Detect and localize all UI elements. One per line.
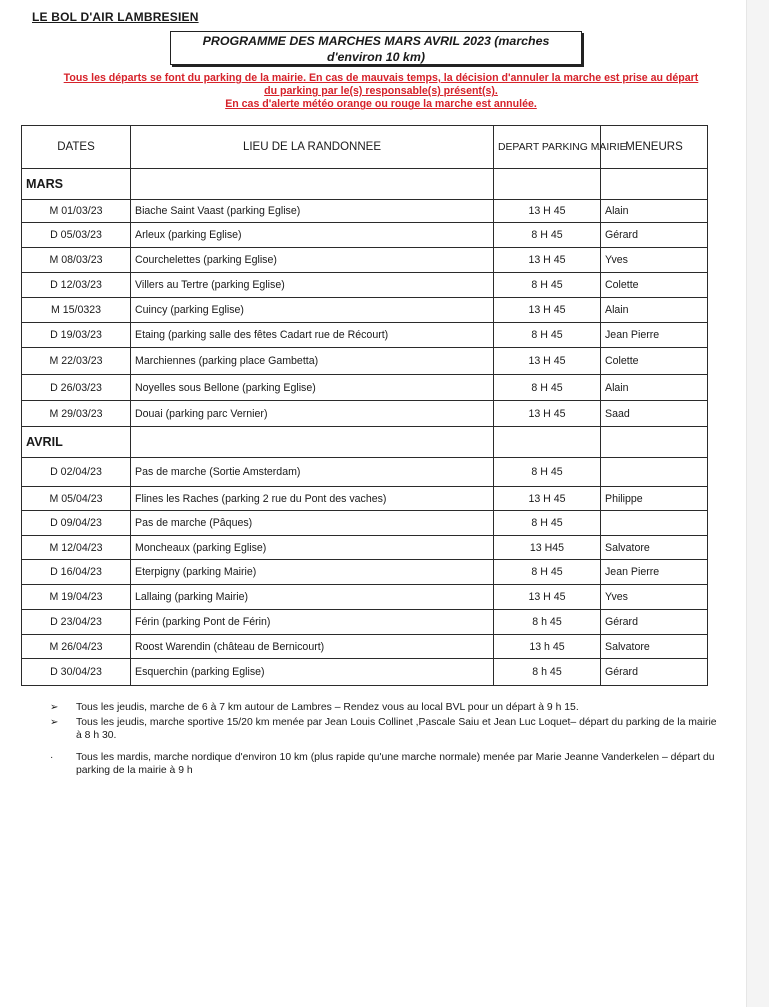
note-item [50, 751, 720, 778]
cell-leader: Jean Pierre [601, 560, 708, 585]
cell-leader: Jean Pierre [601, 323, 708, 348]
cell-departure: 13 H 45 [494, 348, 601, 375]
cell-departure: 8 h 45 [494, 610, 601, 635]
cell-departure: 13 H 45 [494, 298, 601, 323]
table-header-row [22, 126, 708, 169]
cell-departure: 8 H 45 [494, 223, 601, 248]
cell-leader: Saad [601, 401, 708, 427]
table-row [22, 223, 708, 248]
table-row [22, 585, 708, 610]
cell-place: Etaing (parking salle des fêtes Cadart rue de Récourt) [131, 323, 494, 348]
table-row [22, 458, 708, 487]
note-text: Tous les jeudis, marche sportive 15/20 km menée par Jean Louis Collinet ,Pascale Saiu et Jean Luc Loquet– départ du parking de la mairie à 8 h 30. [76, 716, 717, 742]
table-row [22, 298, 708, 323]
cell-date: D 30/04/23 [22, 659, 131, 686]
cell-leader: Alain [601, 298, 708, 323]
cell-leader: Salvatore [601, 536, 708, 560]
table-row [22, 610, 708, 635]
club-name: LE BOL D'AIR LAMBRESIEN [32, 10, 199, 24]
section-row [22, 169, 708, 200]
cell-place: Roost Warendin (château de Bernicourt) [131, 635, 494, 659]
cell-place: Biache Saint Vaast (parking Eglise) [131, 200, 494, 223]
note-item [50, 701, 720, 715]
cell-leader: Philippe [601, 487, 708, 511]
cell-leader: Salvatore [601, 635, 708, 659]
bullet-icon: · [50, 751, 54, 763]
cell-place: Eterpigny (parking Mairie) [131, 560, 494, 585]
notice-line2: du parking par le(s) responsable(s) présent(s). [264, 85, 498, 98]
program-title-box [170, 31, 582, 65]
cell-departure: 8 h 45 [494, 659, 601, 686]
cell-date: D 12/03/23 [22, 273, 131, 298]
table-row [22, 248, 708, 273]
table-row [22, 635, 708, 659]
cell-place: Flines les Raches (parking 2 rue du Pont des vaches) [131, 487, 494, 511]
table-row [22, 536, 708, 560]
cell-date: D 23/04/23 [22, 610, 131, 635]
notes-list [50, 701, 720, 779]
cell-date: D 02/04/23 [22, 458, 131, 487]
cell-leader: Colette [601, 348, 708, 375]
note-item [50, 716, 720, 743]
cell-date: D 16/04/23 [22, 560, 131, 585]
note-text: Tous les jeudis, marche de 6 à 7 km autour de Lambres – Rendez vous au local BVL pour un départ à 9 h 15. [76, 702, 579, 713]
cell-place: Cuincy (parking Eglise) [131, 298, 494, 323]
notice-line1: Tous les départs se font du parking de la mairie. En cas de mauvais temps, la décision d'annuler la marche est prise au départ [63, 72, 699, 84]
program-title-line1: PROGRAMME DES MARCHES MARS AVRIL 2023 (marches [202, 34, 550, 48]
cell-departure: 8 H 45 [494, 560, 601, 585]
departure-notice [20, 72, 742, 112]
cell-date: M 29/03/23 [22, 401, 131, 427]
cell-departure: 8 H 45 [494, 511, 601, 536]
table-row [22, 511, 708, 536]
cell-place: Arleux (parking Eglise) [131, 223, 494, 248]
cell-place: Férin (parking Pont de Férin) [131, 610, 494, 635]
empty-cell [494, 427, 601, 458]
table-row [22, 401, 708, 427]
table-row [22, 348, 708, 375]
cell-leader: Yves [601, 585, 708, 610]
table-row [22, 375, 708, 401]
cell-place: Lallaing (parking Mairie) [131, 585, 494, 610]
cell-date: D 26/03/23 [22, 375, 131, 401]
notice-line3: En cas d'alerte météo orange ou rouge la marche est annulée. [225, 98, 537, 111]
cell-place: Marchiennes (parking place Gambetta) [131, 348, 494, 375]
cell-place: Villers au Tertre (parking Eglise) [131, 273, 494, 298]
cell-departure: 13 H45 [494, 536, 601, 560]
cell-date: M 05/04/23 [22, 487, 131, 511]
empty-cell [601, 169, 708, 200]
schedule-body [22, 169, 708, 686]
cell-departure: 13 H 45 [494, 248, 601, 273]
cell-place: Douai (parking parc Vernier) [131, 401, 494, 427]
empty-cell [494, 169, 601, 200]
program-title-line2: d'environ 10 km) [327, 50, 425, 64]
cell-departure: 13 h 45 [494, 635, 601, 659]
cell-departure: 13 H 45 [494, 401, 601, 427]
cell-leader: Gérard [601, 659, 708, 686]
header-dates: DATES [22, 126, 131, 169]
table-row [22, 323, 708, 348]
cell-departure: 8 H 45 [494, 273, 601, 298]
cell-date: M 15/0323 [22, 298, 131, 323]
cell-date: M 26/04/23 [22, 635, 131, 659]
table-row [22, 659, 708, 686]
empty-cell [131, 427, 494, 458]
cell-date: D 09/04/23 [22, 511, 131, 536]
header-place: LIEU DE LA RANDONNEE [131, 126, 494, 169]
header-leaders: MENEURS [601, 126, 708, 169]
cell-leader: Gérard [601, 610, 708, 635]
cell-departure: 8 H 45 [494, 458, 601, 487]
cell-leader: Yves [601, 248, 708, 273]
table-row [22, 560, 708, 585]
cell-departure: 13 H 45 [494, 585, 601, 610]
cell-place: Moncheaux (parking Eglise) [131, 536, 494, 560]
cell-leader: Colette [601, 273, 708, 298]
page-edge [746, 0, 769, 1007]
table-row [22, 200, 708, 223]
cell-date: M 12/04/23 [22, 536, 131, 560]
schedule-table [21, 125, 708, 686]
cell-departure: 8 H 45 [494, 375, 601, 401]
cell-date: M 08/03/23 [22, 248, 131, 273]
table-row [22, 487, 708, 511]
note-text: Tous les mardis, marche nordique d'environ 10 km (plus rapide qu'une marche normale) menée par Marie Jeanne Vanderkelen – départ du parking de la mairie à 9 h [76, 751, 715, 777]
header-departure: DEPART PARKING MAIRIE [494, 126, 601, 169]
section-row [22, 427, 708, 458]
cell-departure: 13 H 45 [494, 200, 601, 223]
bullet-icon: ➢ [50, 716, 59, 728]
cell-place: Esquerchin (parking Eglise) [131, 659, 494, 686]
cell-place: Noyelles sous Bellone (parking Eglise) [131, 375, 494, 401]
cell-place: Courchelettes (parking Eglise) [131, 248, 494, 273]
cell-departure: 13 H 45 [494, 487, 601, 511]
cell-leader [601, 511, 708, 536]
cell-place: Pas de marche (Sortie Amsterdam) [131, 458, 494, 487]
cell-leader: Alain [601, 375, 708, 401]
bullet-icon: ➢ [50, 702, 59, 713]
cell-leader: Gérard [601, 223, 708, 248]
cell-departure: 8 H 45 [494, 323, 601, 348]
cell-place: Pas de marche (Pâques) [131, 511, 494, 536]
table-row [22, 273, 708, 298]
cell-date: M 19/04/23 [22, 585, 131, 610]
cell-date: M 22/03/23 [22, 348, 131, 375]
cell-date: D 19/03/23 [22, 323, 131, 348]
cell-date: M 01/03/23 [22, 200, 131, 223]
cell-leader: Alain [601, 200, 708, 223]
cell-date: D 05/03/23 [22, 223, 131, 248]
empty-cell [131, 169, 494, 200]
section-label: MARS [22, 169, 131, 200]
cell-leader [601, 458, 708, 487]
section-label: AVRIL [22, 427, 131, 458]
empty-cell [601, 427, 708, 458]
